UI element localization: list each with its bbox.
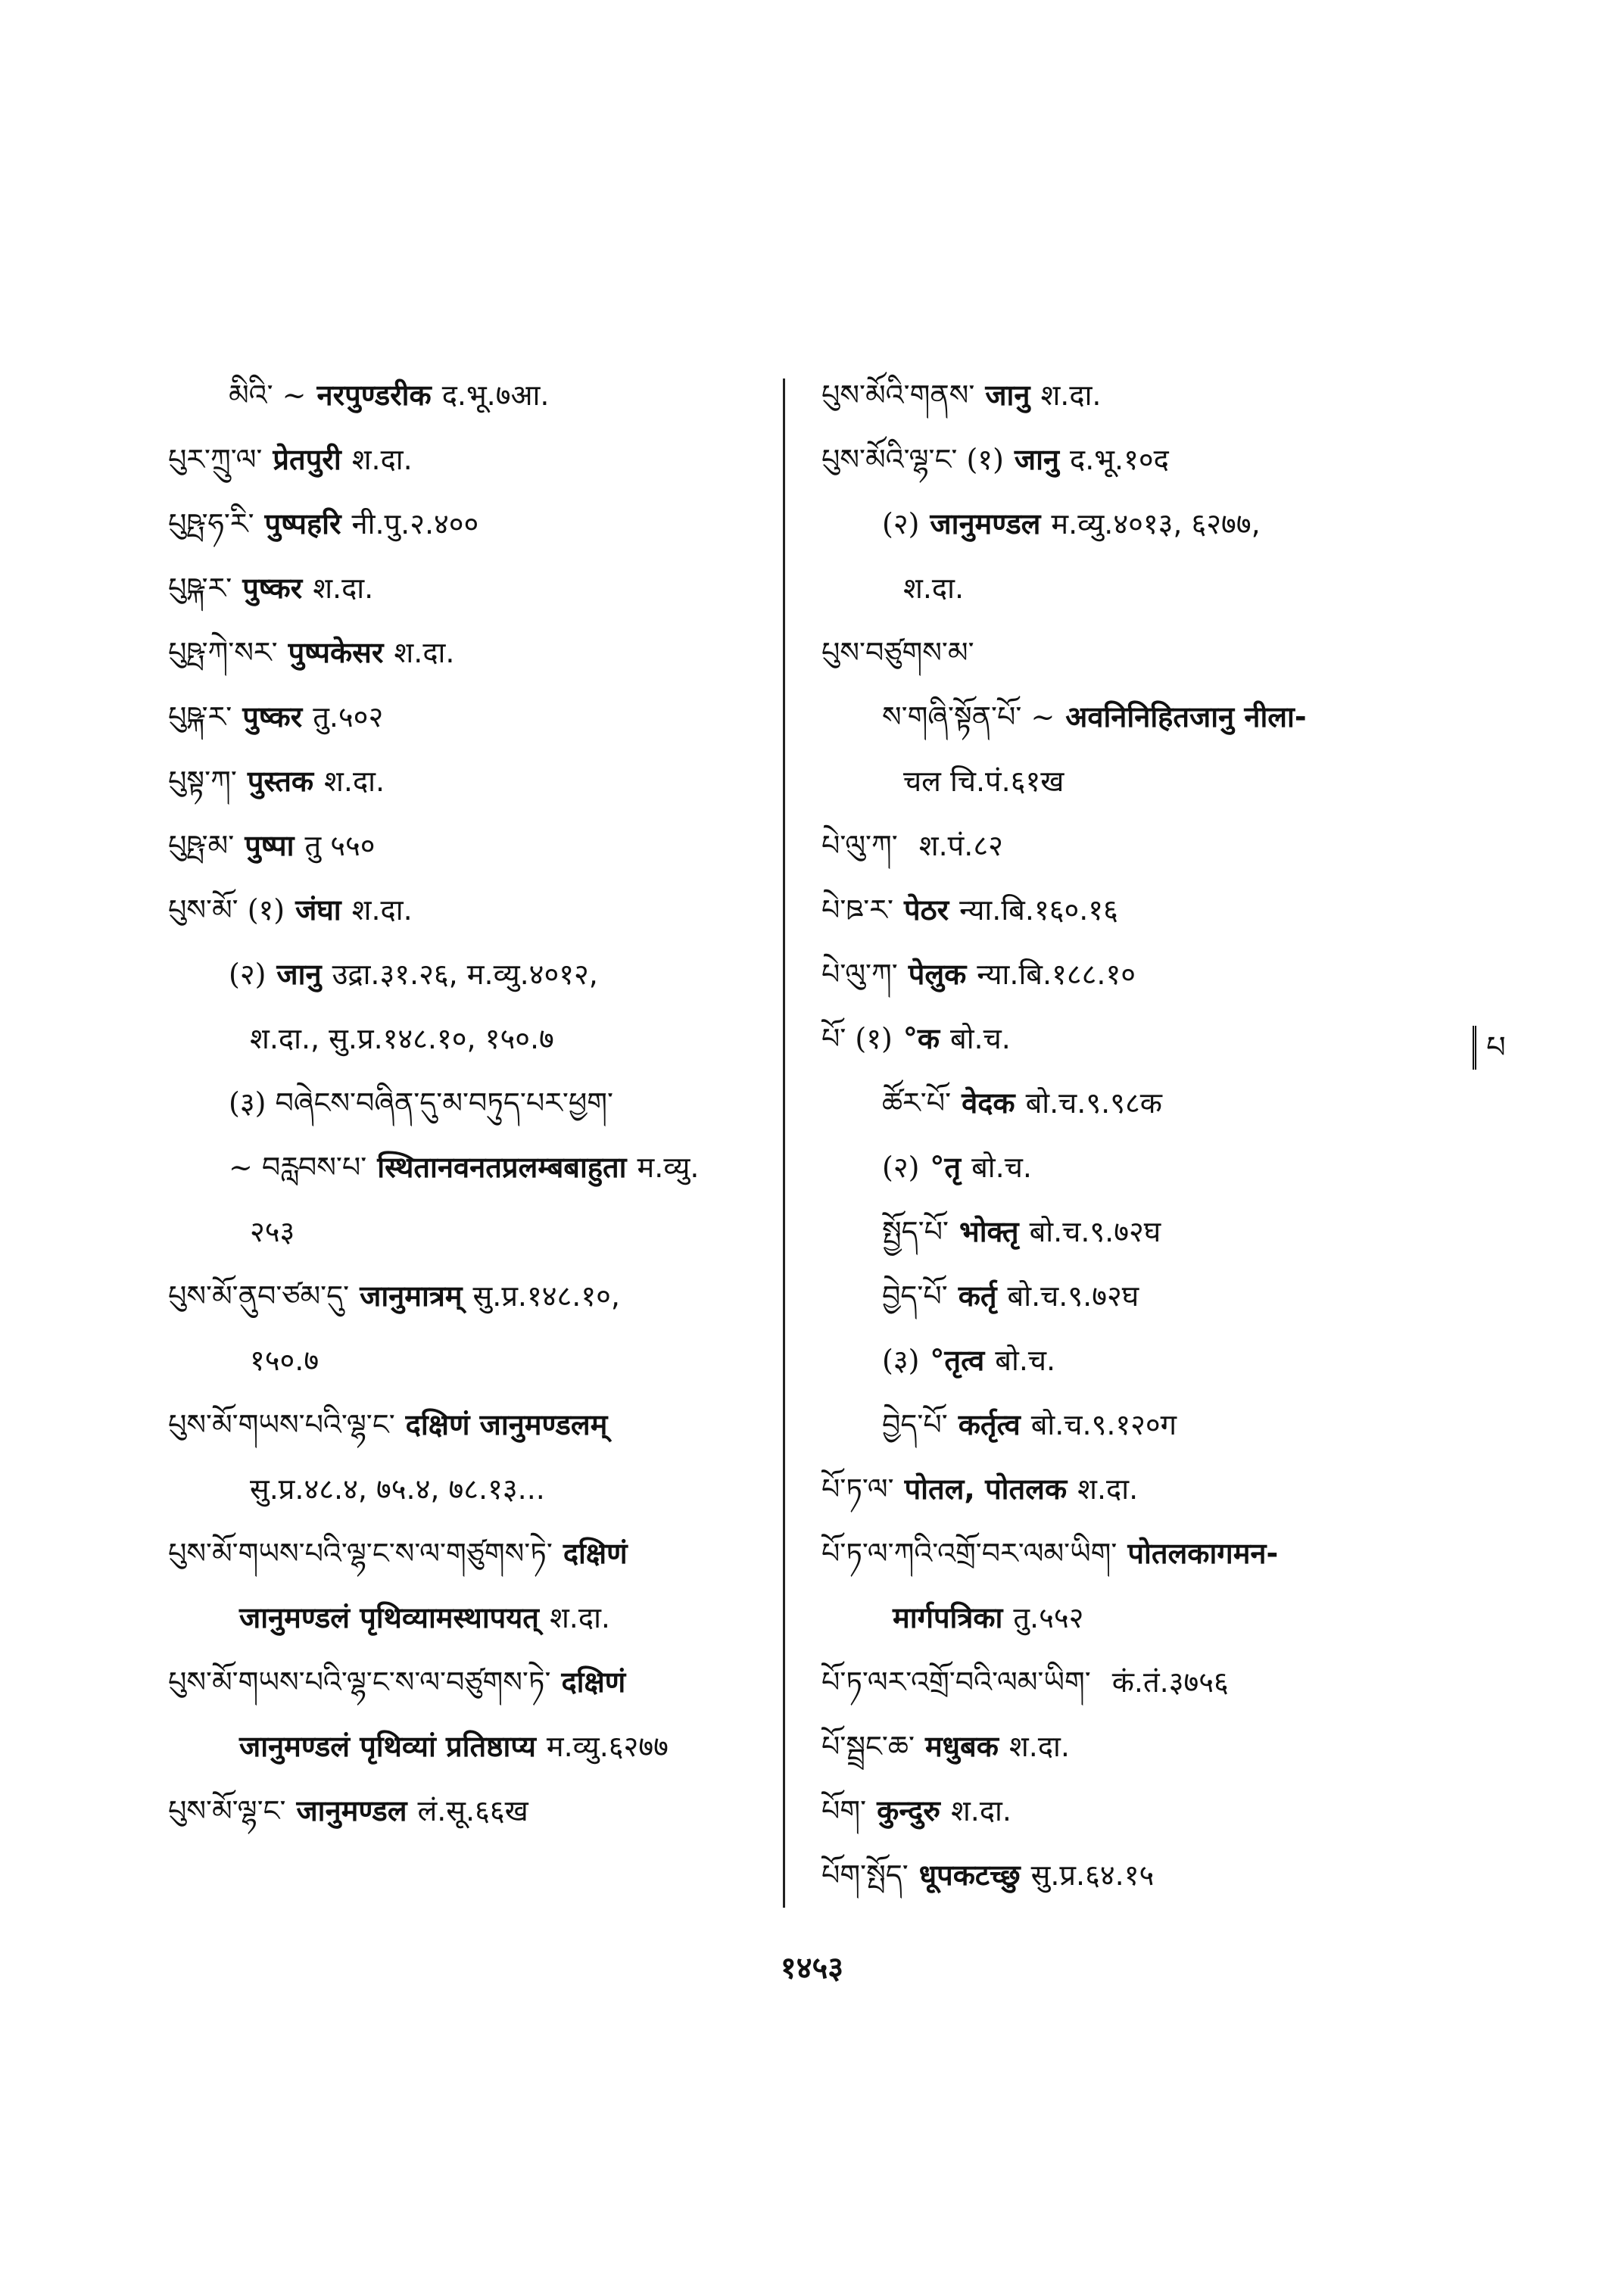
sanskrit-equivalent: प्रेतपुरी xyxy=(273,443,341,476)
sanskrit-equivalent: कुन्दुरु xyxy=(877,1794,940,1827)
sanskrit-equivalent: जानुमात्रम् xyxy=(360,1279,463,1313)
sanskrit-equivalent: धूपकटच्छु xyxy=(918,1858,1021,1892)
entry-line xyxy=(821,1071,1435,1136)
entry-line xyxy=(821,1329,1435,1393)
tibetan-term: པོ་སྦྲང་ཆ་ xyxy=(821,1730,915,1763)
sanskrit-equivalent: पुष्कर xyxy=(242,700,303,734)
entry-line xyxy=(168,1393,766,1457)
entry-line xyxy=(821,1264,1435,1329)
entry-line xyxy=(168,749,766,814)
entry-line xyxy=(821,1393,1435,1457)
source-reference: सु.प्र.४८.४, ७५.४, ७८.१३... xyxy=(250,1472,545,1506)
tibetan-term: པུར་ཀྲུ་ལ་ xyxy=(168,443,263,476)
tibetan-term: པོག་སྤོད་ xyxy=(821,1858,909,1892)
sanskrit-equivalent: जानुमण्डल xyxy=(296,1794,407,1827)
tibetan-term: (२) xyxy=(882,507,920,541)
sanskrit-equivalent: पुस्तक xyxy=(247,765,314,798)
source-reference: तु.५०२ xyxy=(313,700,384,734)
tibetan-term: ~ བརླབས་པ་ xyxy=(229,1151,367,1184)
sanskrit-equivalent: पुष्कर xyxy=(242,572,303,605)
tibetan-term: མིའི་ ~ xyxy=(229,379,307,412)
entry-line xyxy=(168,1779,766,1843)
sanskrit-equivalent: जानु xyxy=(1014,443,1060,476)
entry-line xyxy=(168,492,766,556)
source-reference: चल चि.पं.६१ख xyxy=(903,765,1064,798)
source-reference: म.व्यु.६२७७ xyxy=(546,1730,669,1763)
entry-line xyxy=(821,1715,1435,1779)
source-reference: श.दा., सु.प्र.१४८.१०, १५०.७ xyxy=(250,1022,554,1055)
section-letter-marker: པ xyxy=(1473,1026,1516,1070)
tibetan-term: པུས་མོའི་ལྷ་ང་ (१) xyxy=(821,443,1004,476)
left-column xyxy=(168,363,766,1843)
source-reference: म.व्यु. xyxy=(637,1151,700,1184)
sanskrit-equivalent: जानुमण्डलं पृथिव्यामस्थापयत् xyxy=(239,1601,539,1634)
source-reference: श.दा. xyxy=(1077,1472,1139,1506)
tibetan-term: བྱེད་པོ་ xyxy=(882,1408,948,1441)
entry-line xyxy=(821,1779,1435,1843)
sanskrit-equivalent: कर्तृत्व xyxy=(958,1408,1021,1441)
entry-line xyxy=(168,1136,766,1200)
source-reference: तु ५५० xyxy=(304,829,376,862)
source-reference: श.पं.८२ xyxy=(918,829,1003,862)
sanskrit-equivalent: मधुबक xyxy=(924,1730,999,1763)
sanskrit-equivalent: पोतलकागमन- xyxy=(1127,1537,1279,1570)
source-reference: म.व्यु.४०१३, ६२७७, xyxy=(1051,507,1261,541)
source-reference: बो.च. xyxy=(950,1022,1011,1055)
source-reference: बो.च.९.९८क xyxy=(1025,1086,1162,1120)
entry-line xyxy=(821,942,1435,1007)
entry-line xyxy=(168,1071,766,1136)
entry-line xyxy=(168,428,766,492)
sanskrit-equivalent: पोतल, पोतलक xyxy=(904,1472,1068,1506)
tibetan-term: པུས་མོའི་གནས་ xyxy=(821,379,975,412)
source-reference: श.दा. xyxy=(1040,379,1102,412)
tibetan-term: (२) xyxy=(229,958,267,991)
tibetan-term: པུས་མོ་གཡས་པའི་ལྷ་ང་ xyxy=(168,1408,395,1441)
source-reference: द.भू.१०द xyxy=(1070,443,1169,476)
tibetan-term: པུཥྐ་ར་ xyxy=(168,572,232,605)
source-reference: बो.च.९.१२०ग xyxy=(1030,1408,1177,1441)
tibetan-term: སྤྱོད་པོ་ xyxy=(882,1215,949,1248)
source-reference: श.दा. xyxy=(394,636,455,669)
entry-line xyxy=(821,1522,1435,1586)
tibetan-term: པོ་ཏ་ལ་ཀའི་འགྲོ་བར་ལམ་ཡིག་ xyxy=(821,1537,1117,1570)
entry-line xyxy=(821,878,1435,942)
sanskrit-equivalent: पेठर xyxy=(903,893,949,927)
sanskrit-equivalent: पुष्पहरि xyxy=(264,507,341,541)
entry-line xyxy=(821,685,1435,749)
entry-line xyxy=(821,621,1435,685)
tibetan-term: པུཥྐ་ར་ xyxy=(168,700,232,734)
entry-line xyxy=(821,556,1435,621)
tibetan-term: (२) xyxy=(882,1151,920,1184)
source-reference: लं.सू.६६ख xyxy=(417,1794,528,1827)
entry-line xyxy=(821,1586,1435,1650)
source-reference: बो.च. xyxy=(995,1344,1056,1377)
tibetan-term: ས་གཞི་སྟོན་པོ་ ~ xyxy=(882,700,1055,734)
source-reference: श.दा. xyxy=(903,572,965,605)
tibetan-term: པོག་ xyxy=(821,1794,867,1827)
source-reference: १५०.७ xyxy=(250,1344,320,1377)
sanskrit-equivalent: जानुमण्डलं पृथिव्यां प्रतिष्ठाप्य xyxy=(239,1730,536,1763)
source-reference: न्या.बि.१६०.१६ xyxy=(959,893,1118,927)
source-reference: सु.प्र.१४८.१०, xyxy=(472,1279,620,1313)
entry-line xyxy=(821,1007,1435,1071)
tibetan-term: པེ་ལུ་ཀ་ xyxy=(821,958,898,991)
entry-line xyxy=(168,556,766,621)
sanskrit-equivalent: जानु xyxy=(276,958,322,991)
entry-line xyxy=(168,942,766,1007)
sanskrit-equivalent: पेलुक xyxy=(908,958,967,991)
column-divider xyxy=(783,379,785,1908)
source-reference: न्या.बि.१८८.१० xyxy=(977,958,1136,991)
sanskrit-equivalent: °तृत्व xyxy=(930,1344,985,1377)
source-reference: नी.पु.२.४०० xyxy=(351,507,479,541)
tibetan-term: པུས་མོ་ (१) xyxy=(168,893,285,927)
source-reference: बो.च. xyxy=(971,1151,1032,1184)
sanskrit-equivalent: जानु xyxy=(985,379,1030,412)
tibetan-term: (३) xyxy=(882,1344,920,1377)
source-reference: बो.च.९.७२घ xyxy=(1029,1215,1161,1248)
sanskrit-equivalent: दक्षिणं xyxy=(561,1665,626,1699)
tibetan-term: པོ་ཏ་ལར་འགྲོ་བའི་ལམ་ཡིག་ xyxy=(821,1665,1091,1699)
entry-line xyxy=(168,685,766,749)
tibetan-term: ཚོར་པོ་ xyxy=(882,1086,952,1120)
sanskrit-equivalent: अवनिनिहितजानु नीला- xyxy=(1065,700,1307,734)
entry-line xyxy=(168,1650,766,1715)
entry-line xyxy=(821,1200,1435,1264)
sanskrit-equivalent: पुष्पकेसर xyxy=(288,636,384,669)
tibetan-term: པེ་ལུ་ཀ་ xyxy=(821,829,898,862)
sanskrit-equivalent: °तृ xyxy=(930,1151,962,1184)
entry-line xyxy=(168,1586,766,1650)
sanskrit-equivalent: दक्षिणं xyxy=(563,1537,628,1570)
entry-line xyxy=(168,1200,766,1264)
entry-line xyxy=(168,814,766,878)
sanskrit-equivalent: °क xyxy=(902,1022,940,1055)
tibetan-term: པུས་མོ་གཡས་པའི་ལྷ་ང་ས་ལ་བཙུགས་ཏེ་ xyxy=(168,1665,551,1699)
source-reference: श.दा. xyxy=(324,765,385,798)
sanskrit-equivalent: जानुमण्डल xyxy=(930,507,1041,541)
entry-line xyxy=(821,363,1435,428)
entry-line xyxy=(168,621,766,685)
page-number: १४५३ xyxy=(780,1951,844,1986)
entry-line xyxy=(821,492,1435,556)
tibetan-term: པོ་ (१) xyxy=(821,1022,893,1055)
entry-line xyxy=(168,1264,766,1329)
entry-line xyxy=(821,814,1435,878)
source-reference: उद्रा.३१.२६, म.व्यु.४०१२, xyxy=(332,958,598,991)
entry-line xyxy=(821,1136,1435,1200)
tibetan-term: པུཥྤ་ཀེ་སར་ xyxy=(168,636,278,669)
source-reference: श.दा. xyxy=(950,1794,1011,1827)
source-reference: श.दा. xyxy=(313,572,374,605)
tibetan-term: (३) བཞེངས་བཞིན་དུ་མ་བཏུད་པར་ཕྱག་ xyxy=(229,1086,613,1120)
source-reference: श.दा. xyxy=(351,893,413,927)
sanskrit-equivalent: मार्गपत्रिका xyxy=(893,1601,1003,1634)
sanskrit-equivalent: नरपुण्डरीक xyxy=(316,379,432,412)
tibetan-term: བྱེད་པོ་ xyxy=(882,1279,948,1313)
source-reference: श.दा. xyxy=(549,1601,610,1634)
entry-line xyxy=(168,363,766,428)
sanskrit-equivalent: दक्षिणं जानुमण्डलम् xyxy=(405,1408,608,1441)
entry-line xyxy=(168,1007,766,1071)
tibetan-term: པུས་བཙུགས་མ་ xyxy=(821,636,974,669)
entry-line xyxy=(821,1457,1435,1522)
entry-line xyxy=(168,1457,766,1522)
source-reference: द.भू.७आ. xyxy=(441,379,550,412)
entry-line xyxy=(168,1522,766,1586)
tibetan-term: པོ་ཏ་ལ་ xyxy=(821,1472,894,1506)
source-reference: तु.५५२ xyxy=(1013,1601,1084,1634)
source-reference: श.दा. xyxy=(351,443,413,476)
tibetan-term: པུས་མོ་ནུབ་ཙམ་དུ་ xyxy=(168,1279,350,1313)
entry-line xyxy=(821,749,1435,814)
sanskrit-equivalent: जंघा xyxy=(295,893,341,927)
source-reference: बो.च.९.७२घ xyxy=(1007,1279,1139,1313)
tibetan-term: པུས་མོ་ལྷ་ང་ xyxy=(168,1794,286,1827)
sanskrit-equivalent: कर्तृ xyxy=(958,1279,997,1313)
entry-line xyxy=(168,1329,766,1393)
tibetan-term: པུཥྤ་མ་ xyxy=(168,829,235,862)
entry-line xyxy=(168,878,766,942)
sanskrit-equivalent: स्थितानवनतप्रलम्बबाहुता xyxy=(377,1151,627,1184)
tibetan-term: པུས་མོ་གཡས་པའི་ལྷ་ང་ས་ལ་གཙུགས་ཏེ་ xyxy=(168,1537,553,1570)
tibetan-term: པུཥྤ་ཧ་རི་ xyxy=(168,507,254,541)
source-reference: श.दा. xyxy=(1008,1730,1070,1763)
entry-line xyxy=(821,1843,1435,1908)
sanskrit-equivalent: भोक्तृ xyxy=(959,1215,1019,1248)
sanskrit-equivalent: वेदक xyxy=(962,1086,1015,1120)
tibetan-term: པུསྟ་ཀ་ xyxy=(168,765,237,798)
entry-line xyxy=(821,1650,1435,1715)
source-reference: सु.प्र.६४.१५ xyxy=(1030,1858,1155,1892)
right-column xyxy=(821,363,1435,1908)
entry-line xyxy=(168,1715,766,1779)
source-reference: कं.तं.३७५६ xyxy=(1111,1665,1229,1699)
sanskrit-equivalent: पुष्पा xyxy=(245,829,295,862)
tibetan-term: པེ་ཋ་ར་ xyxy=(821,893,893,927)
entry-line xyxy=(821,428,1435,492)
source-reference: २५३ xyxy=(250,1215,295,1248)
